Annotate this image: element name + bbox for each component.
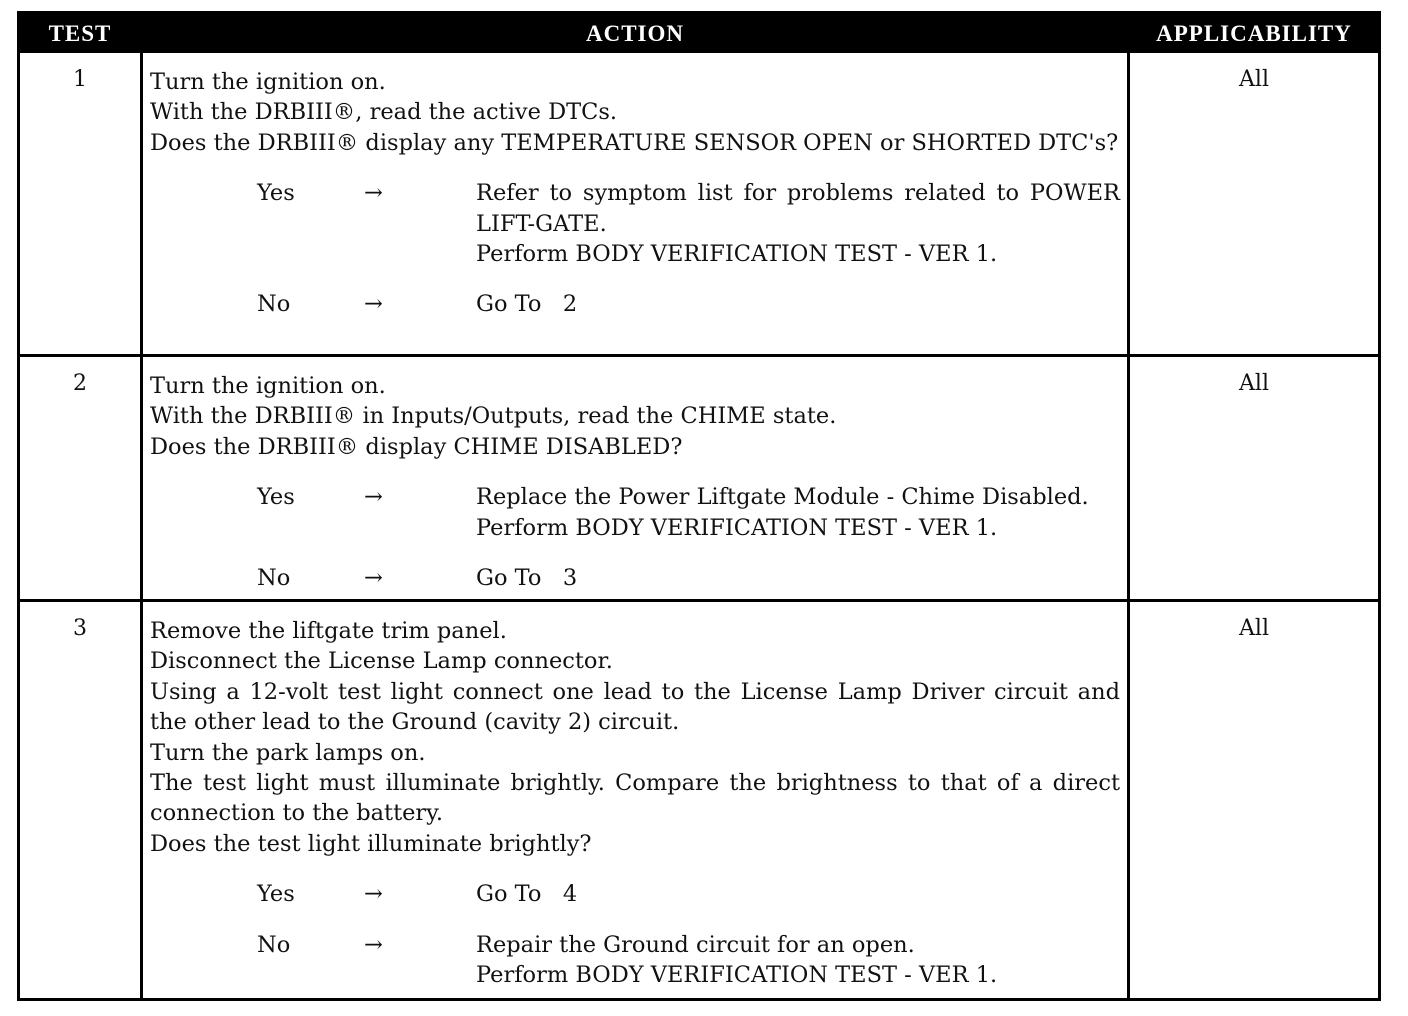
yes-result bbox=[476, 178, 1120, 269]
yes-branch bbox=[150, 482, 1120, 543]
table-row bbox=[20, 357, 1378, 599]
diagnostic-test-table bbox=[17, 11, 1381, 1001]
applicability-value: All bbox=[1239, 616, 1269, 641]
header-test: TEST bbox=[48, 21, 112, 46]
action-step: Turn the park lamps on. bbox=[150, 739, 426, 766]
arrow-icon: → bbox=[364, 881, 383, 908]
action-step: Using a 12-volt test light connect one lead to the License Lamp Driver circuit and the other lead to the Ground (cavity 2) circuit. bbox=[150, 678, 1120, 736]
arrow-icon: → bbox=[364, 565, 383, 592]
yes-result bbox=[476, 482, 1120, 543]
result-line: Go To 4 bbox=[476, 881, 578, 908]
result-line: Replace the Power Liftgate Module - Chime Disabled. bbox=[476, 484, 1089, 511]
no-branch bbox=[150, 563, 1120, 593]
result-line: Go To 3 bbox=[476, 565, 578, 592]
yes-label: Yes bbox=[257, 484, 295, 511]
result-line: Go To 2 bbox=[476, 291, 578, 318]
test-number: 3 bbox=[73, 616, 87, 641]
action-step: Disconnect the License Lamp connector. bbox=[150, 648, 613, 675]
yes-label: Yes bbox=[257, 180, 295, 207]
action-step: With the DRBIII®, read the active DTCs. bbox=[150, 99, 618, 126]
applicability-value: All bbox=[1239, 67, 1269, 92]
action-step: Turn the ignition on. bbox=[150, 69, 386, 95]
result-line: Perform BODY VERIFICATION TEST - VER 1. bbox=[476, 514, 998, 541]
result-line: Refer to symptom list for problems related to POWER LIFT-GATE. bbox=[476, 180, 1120, 237]
applicability-value: All bbox=[1239, 371, 1269, 396]
action-step: Does the test light illuminate brightly? bbox=[150, 830, 592, 857]
action-step: Does the DRBIII® display any TEMPERATURE SENSOR OPEN or SHORTED DTC's? bbox=[150, 129, 1119, 156]
no-label: No bbox=[257, 565, 291, 592]
table-row bbox=[20, 53, 1378, 354]
arrow-icon: → bbox=[364, 180, 383, 207]
table-header bbox=[20, 14, 1378, 53]
test-number: 1 bbox=[73, 67, 87, 92]
action-cell bbox=[150, 371, 1120, 593]
no-result bbox=[476, 930, 1120, 991]
yes-branch bbox=[150, 879, 1120, 909]
no-label: No bbox=[257, 931, 291, 958]
header-action: ACTION bbox=[585, 21, 684, 46]
arrow-icon: → bbox=[364, 931, 383, 958]
result-line: Perform BODY VERIFICATION TEST - VER 1. bbox=[476, 241, 998, 268]
action-step: Remove the liftgate trim panel. bbox=[150, 618, 507, 644]
action-step: Turn the ignition on. bbox=[150, 373, 386, 399]
no-branch bbox=[150, 930, 1120, 991]
action-cell bbox=[150, 67, 1120, 320]
arrow-icon: → bbox=[364, 484, 383, 511]
action-cell bbox=[150, 616, 1120, 990]
arrow-icon: → bbox=[364, 291, 383, 318]
yes-branch bbox=[150, 178, 1120, 269]
no-branch bbox=[150, 289, 1120, 319]
yes-result bbox=[476, 879, 1120, 909]
action-step: With the DRBIII® in Inputs/Outputs, read the CHIME state. bbox=[150, 403, 837, 430]
result-line: Repair the Ground circuit for an open. bbox=[476, 931, 915, 958]
table-row bbox=[20, 602, 1378, 998]
no-result bbox=[476, 563, 1120, 593]
no-result bbox=[476, 289, 1120, 319]
test-number: 2 bbox=[73, 371, 87, 396]
action-step: The test light must illuminate brightly. Compare the brightness to that of a direct connection to the battery. bbox=[150, 770, 1120, 827]
no-label: No bbox=[257, 291, 291, 318]
header-applicability: APPLICABILITY bbox=[1156, 21, 1352, 46]
yes-label: Yes bbox=[257, 881, 295, 908]
action-step: Does the DRBIII® display CHIME DISABLED? bbox=[150, 433, 683, 460]
result-line: Perform BODY VERIFICATION TEST - VER 1. bbox=[476, 962, 998, 989]
